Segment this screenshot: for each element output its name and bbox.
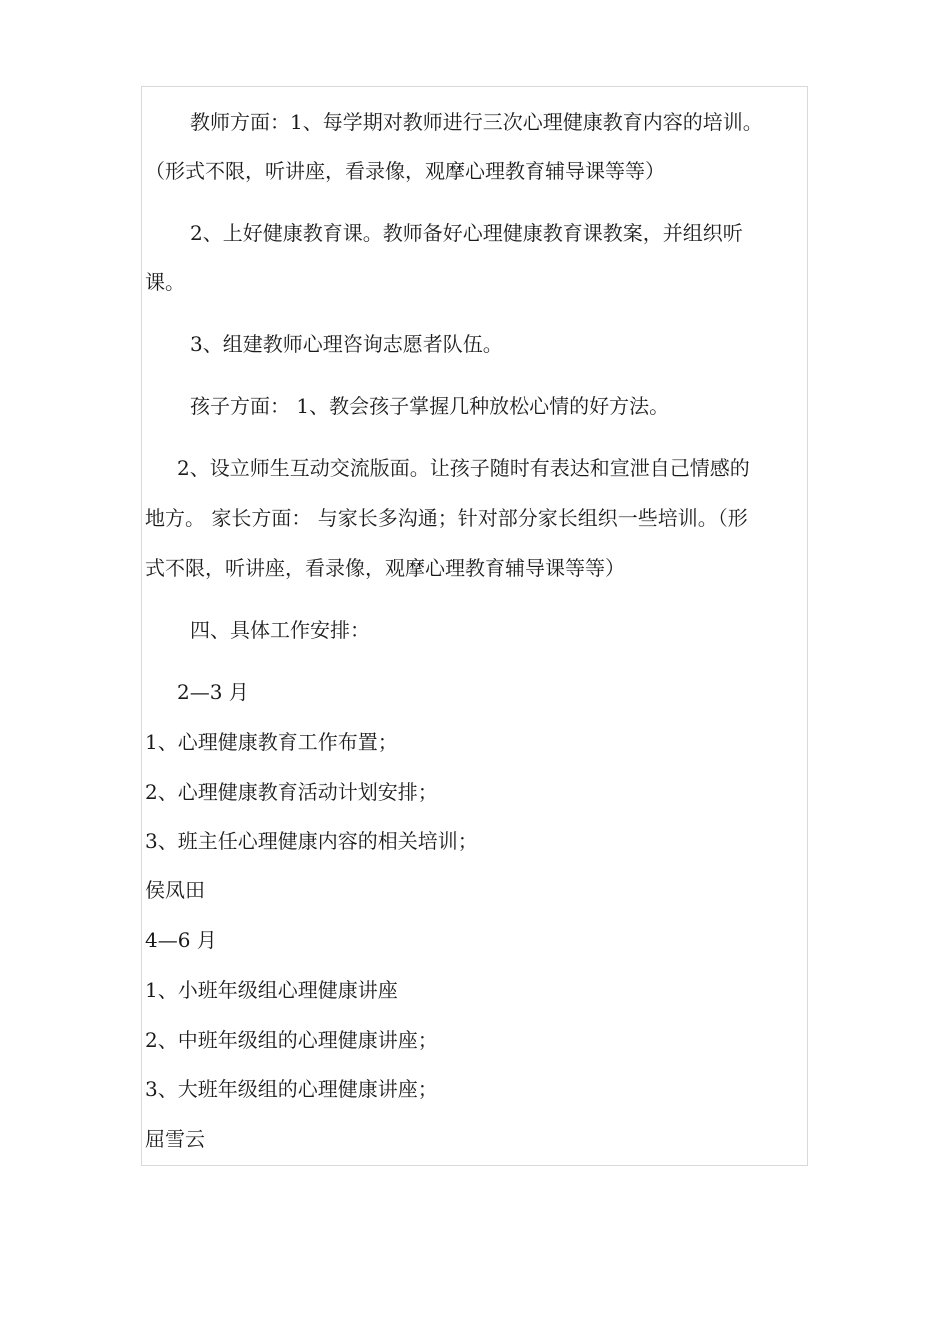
responsible-person: 侯凤田 [145, 878, 205, 902]
list-item: 1、小班年级组心理健康讲座 [145, 978, 398, 1002]
paragraph-line: 3、组建教师心理咨询志愿者队伍。 [190, 332, 503, 356]
month-range: 4—6 月 [145, 928, 217, 952]
responsible-person: 屈雪云 [145, 1127, 205, 1151]
section-heading: 四、具体工作安排： [190, 618, 370, 642]
list-item: 2、心理健康教育活动计划安排； [145, 780, 438, 804]
paragraph-line: 课。 [145, 270, 185, 294]
month-range: 2—3 月 [177, 680, 249, 704]
paragraph-line: 教师方面：1、每学期对教师进行三次心理健康教育内容的培训。 [190, 110, 763, 134]
list-item: 3、大班年级组的心理健康讲座； [145, 1077, 438, 1101]
list-item: 2、中班年级组的心理健康讲座； [145, 1028, 438, 1052]
paragraph-line: 地方。 家长方面： 与家长多沟通；针对部分家长组织一些培训。（形 [145, 506, 748, 530]
list-item: 1、心理健康教育工作布置； [145, 730, 398, 754]
paragraph-line: 2、上好健康教育课。教师备好心理健康教育课教案，并组织听 [190, 221, 743, 245]
paragraph-line: （形式不限，听讲座，看录像，观摩心理教育辅导课等等） [145, 159, 665, 183]
list-item: 3、班主任心理健康内容的相关培训； [145, 829, 478, 853]
paragraph-line: 孩子方面： 1、教会孩子掌握几种放松心情的好方法。 [190, 394, 670, 418]
paragraph-line: 2、设立师生互动交流版面。让孩子随时有表达和宣泄自己情感的 [177, 456, 750, 480]
paragraph-line: 式不限，听讲座，看录像，观摩心理教育辅导课等等） [145, 556, 625, 580]
